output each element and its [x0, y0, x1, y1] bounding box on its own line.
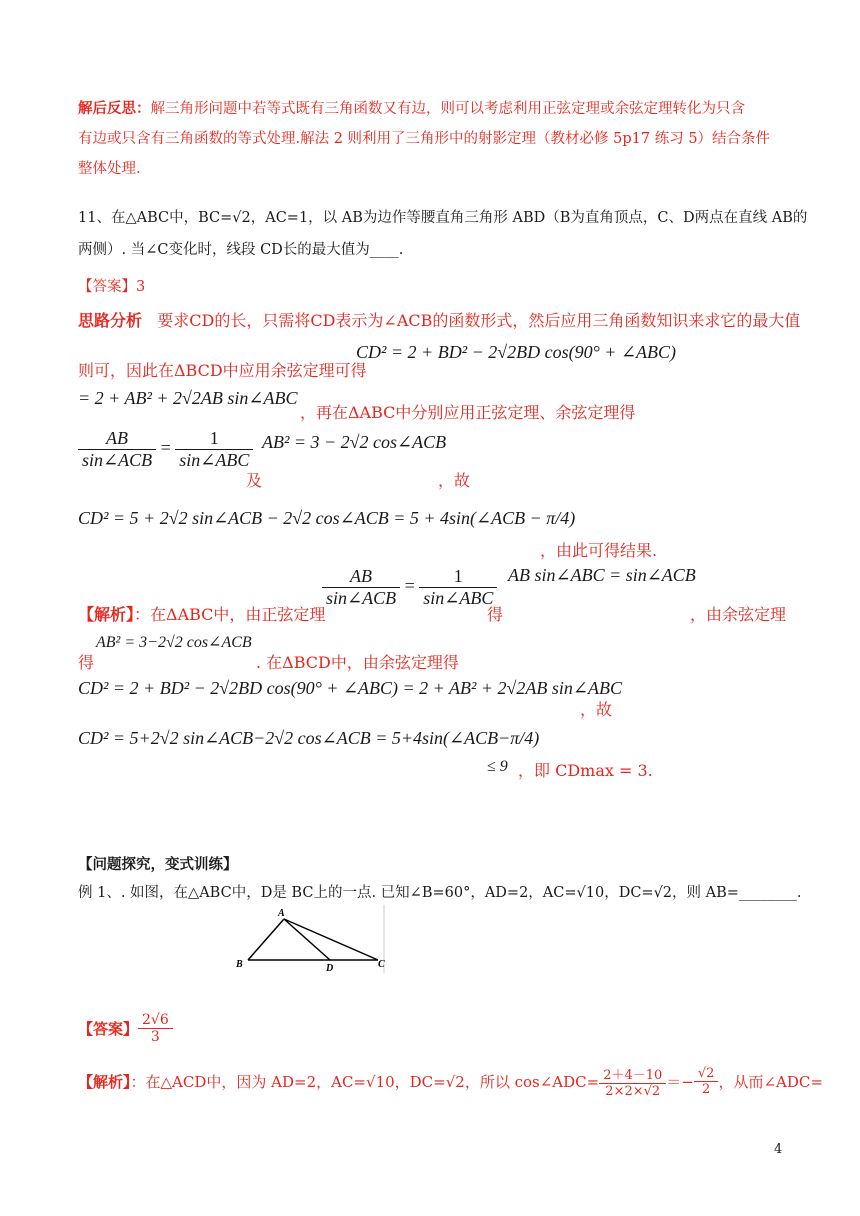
analysis-line-2: 则可，因此在ΔBCD中应用余弦定理可得: [78, 361, 367, 380]
analysis-eq-3: CD² = 5 + 2√2 sin∠ACB − 2√2 cos∠ACB = 5 + 4sin(∠ACB − π/4): [78, 508, 576, 528]
solution-final: ，即 CDmax = 3.: [518, 761, 653, 780]
analysis-result: ，由此可得结果.: [540, 541, 658, 560]
example-1: 例 1、. 如图，在△ABC中，D是 BC上的一点. 已知∠B=60°，AD=2，AC=√10，DC=√2，则 AB=________.: [78, 885, 802, 901]
solution-t3: . 在ΔBCD中，由余弦定理得: [256, 653, 459, 672]
analysis-eq-1: CD² = 2 + BD² − 2√2BD cos(90° + ∠ABC): [356, 342, 677, 362]
analysis-line-1: 思路分析 要求CD的长，只需将CD表示为∠ACB的函数形式，然后应用三角函数知识来求它的最大值: [78, 311, 801, 330]
fraction-ab-over-sin-acb: $\frac{AB}{\text{sin∠ACB}}$: [78, 428, 156, 471]
solution-eq-absin: AB sin∠ABC = sin∠ACB: [508, 565, 696, 585]
solution-leq-9: ≤ 9: [487, 758, 508, 775]
solution-ex1-label: 【解析】: [78, 1073, 131, 1091]
reflection-label: 解后反思：: [78, 100, 151, 117]
answer-label: 【答案】: [78, 279, 136, 295]
page-number: 4: [774, 1142, 783, 1157]
solution-ex1-result: $\frac{√2}{2}$: [694, 1066, 719, 1097]
answer-11: [78, 275, 145, 299]
label-c: C: [378, 959, 385, 970]
analysis-eq-2: = 2 + AB² + 2√2AB sin∠ABC: [78, 388, 298, 408]
reflection-line-3: 整体处理.: [78, 161, 141, 177]
answer-value: 3: [136, 279, 146, 295]
analysis-and: 及: [246, 471, 263, 490]
solution-eq-ab2: AB² = 3−2√2 cos∠ACB: [96, 634, 252, 651]
fraction-1-over-sin-abc: $\frac{1}{\text{sin∠ABC}}$: [175, 428, 253, 471]
reflection-line-2: 有边或只含有三角函数的等式处理.解法 2 则利用了三角形中的射影定理（教材必修 5p17 练习 5）结合条件: [78, 131, 771, 147]
solution-eq-5: CD² = 5+2√2 sin∠ACB−2√2 cos∠ACB = 5+4sin(∠ACB−π/4): [78, 728, 540, 748]
label-b: B: [236, 959, 243, 970]
segment-ab: [248, 919, 284, 960]
solution-label: 【解析】: [78, 605, 135, 624]
problem-11-line-1: 11、在△ABC中，BC=√2，AC=1，以 AB为边作等腰直角三角形 ABD（B为直角顶点，C、D两点在直线 AB的: [78, 210, 808, 226]
solution-t2: ，由余弦定理: [690, 605, 787, 624]
analysis-label: 思路分析: [78, 311, 143, 330]
answer-ex1-label: 【答案】: [78, 1020, 139, 1038]
problem-11-line-2: 两侧）. 当∠C变化时，线段 CD长的最大值为____.: [78, 242, 404, 258]
triangle-figure: [228, 905, 388, 973]
label-d: D: [326, 963, 334, 973]
segment-ac: [284, 919, 378, 960]
analysis-therefore: ，故: [438, 471, 471, 490]
solution-eq-4: CD² = 2 + BD² − 2√2BD cos(90° + ∠ABC) = 2 + AB² + 2√2AB sin∠ABC: [78, 678, 622, 698]
solution-ex1: 【解析】：在△ACD中，因为 AD=2，AC=√10，DC=√2，所以 cos∠ADC= $\frac{2+4-10}{2\times 2\times√2}$ ＝− $\frac{√2}{2}$ ，从而∠ADC=: [78, 1066, 823, 1099]
analysis-eq-ab2: AB² = 3 − 2√2 cos∠ACB: [262, 432, 447, 452]
solution-get: 得: [487, 605, 504, 624]
analysis-fraction-eq: $\frac{AB}{\text{sin∠ACB}}$ = $\frac{1}{\text{sin∠ABC}}$: [78, 428, 253, 471]
segment-ad: [284, 919, 330, 960]
solution-get-2: 得: [78, 653, 95, 672]
solution-line-1: 【解析】：在ΔABC中，由正弦定理: [78, 605, 326, 624]
answer-ex1-fraction: $\frac{2√6}{3}$: [138, 1012, 173, 1045]
solution-ex1-fraction: $\frac{2+4-10}{2\times 2\times√2}$: [599, 1064, 666, 1099]
explore-heading: 【问题探究，变式训练】: [78, 856, 238, 873]
label-a: A: [278, 908, 285, 919]
solution-fraction: $\frac{AB}{\text{sin∠ACB}}$ = $\frac{1}{\text{sin∠ABC}}$: [322, 566, 497, 609]
solution-therefore: ，故: [580, 700, 613, 719]
reflection-line-1: 解后反思：解三角形问题中若等式既有三角函数又有边，则可以考虑利用正弦定理或余弦定理转化为只含: [78, 100, 745, 117]
answer-ex1: [78, 1012, 173, 1045]
analysis-text-2: ，再在ΔABC中分别应用正弦定理、余弦定理得: [300, 403, 636, 422]
